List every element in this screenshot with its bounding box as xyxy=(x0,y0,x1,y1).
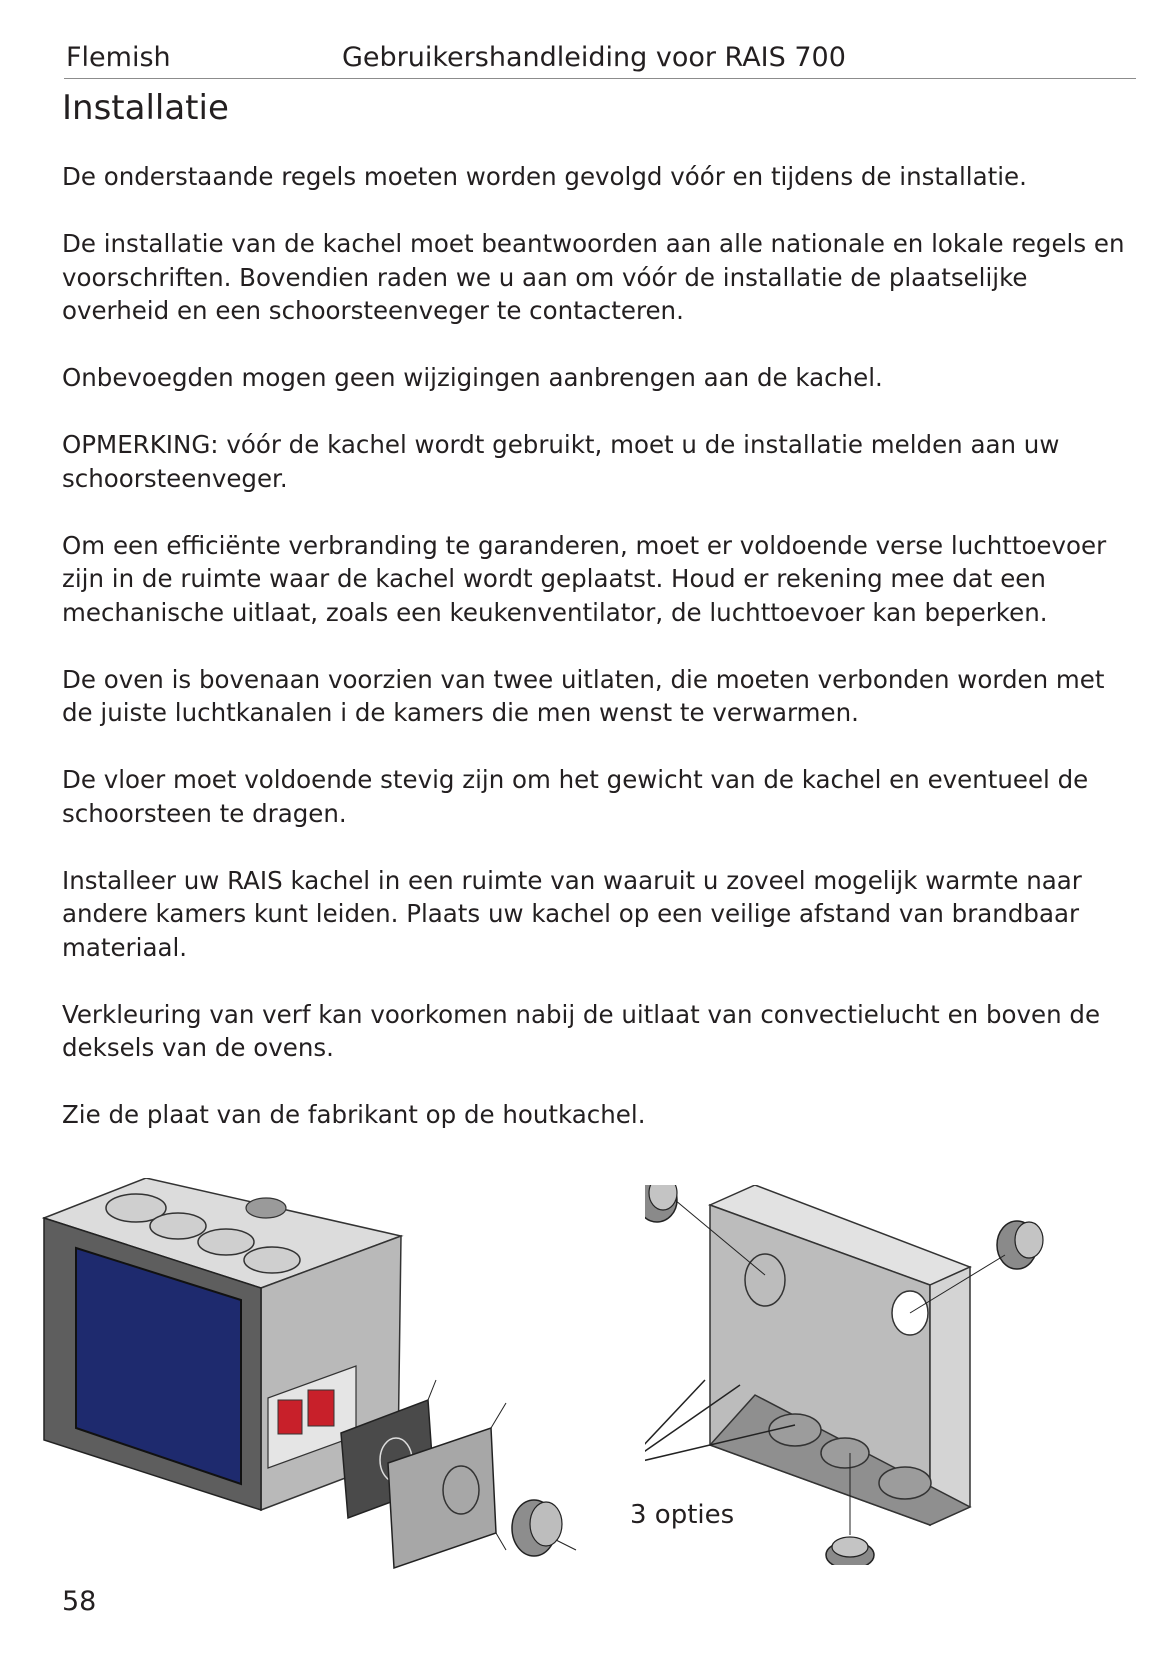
paragraph-10: Zie de plaat van de fabrikant op de houtkachel. xyxy=(62,1100,646,1129)
paragraph-3: Onbevoegden mogen geen wijzigingen aanbrengen aan de kachel. xyxy=(62,363,883,392)
paragraph-5: Om een efficiënte verbranding te garanderen, moet er voldoende verse luchttoevoer zijn in de ruimte waar de kachel wordt geplaatst. Houd er rekening mee dat een mechanische uitlaat, zoals een keukenventilator, de luchttoevoer kan beperken. xyxy=(62,530,1107,627)
figure-caption: 3 opties xyxy=(630,1500,735,1530)
page-number: 58 xyxy=(62,1586,97,1617)
paragraph-1: De onderstaande regels moeten worden gevolgd vóór en tijdens de installatie. xyxy=(62,162,1027,191)
paragraph-9: Verkleuring van verf kan voorkomen nabij de uitlaat van convectielucht en boven de deksels van de ovens. xyxy=(62,999,1101,1062)
paragraph-8: Installeer uw RAIS kachel in een ruimte van waaruit u zoveel mogelijk warmte naar andere kamers kunt leiden. Plaats uw kachel op een veilige afstand van brandbaar materiaal. xyxy=(62,865,1082,962)
paragraph-2: De installatie van de kachel moet beantwoorden aan alle nationale en lokale regels en voorschriften. Bovendien raden we u aan om vóór de installatie de plaatselijke overheid en een schoorsteenveger te contacteren. xyxy=(62,229,1125,325)
paragraph-4: OPMERKING: vóór de kachel wordt gebruikt, moet u de installatie melden aan uw schoorsteenveger. xyxy=(62,430,1060,493)
paragraph-7: De vloer moet voldoende stevig zijn om het gewicht van de kachel en eventueel de schoorsteen te dragen. xyxy=(62,765,1089,828)
section-title: Installatie xyxy=(62,88,229,128)
header-language: Flemish xyxy=(66,42,171,73)
body-text xyxy=(62,160,1142,1165)
page-header xyxy=(64,38,1136,79)
paragraph-6: De oven is bovenaan voorzien van twee uitlaten, die moeten verbonden worden met de juiste luchtkanalen i de kamers die men wenst te verwarmen. xyxy=(62,664,1105,727)
header-document-title: Gebruikershandleiding voor RAIS 700 xyxy=(342,42,846,73)
stove-front-exploded-figure xyxy=(36,1178,616,1598)
